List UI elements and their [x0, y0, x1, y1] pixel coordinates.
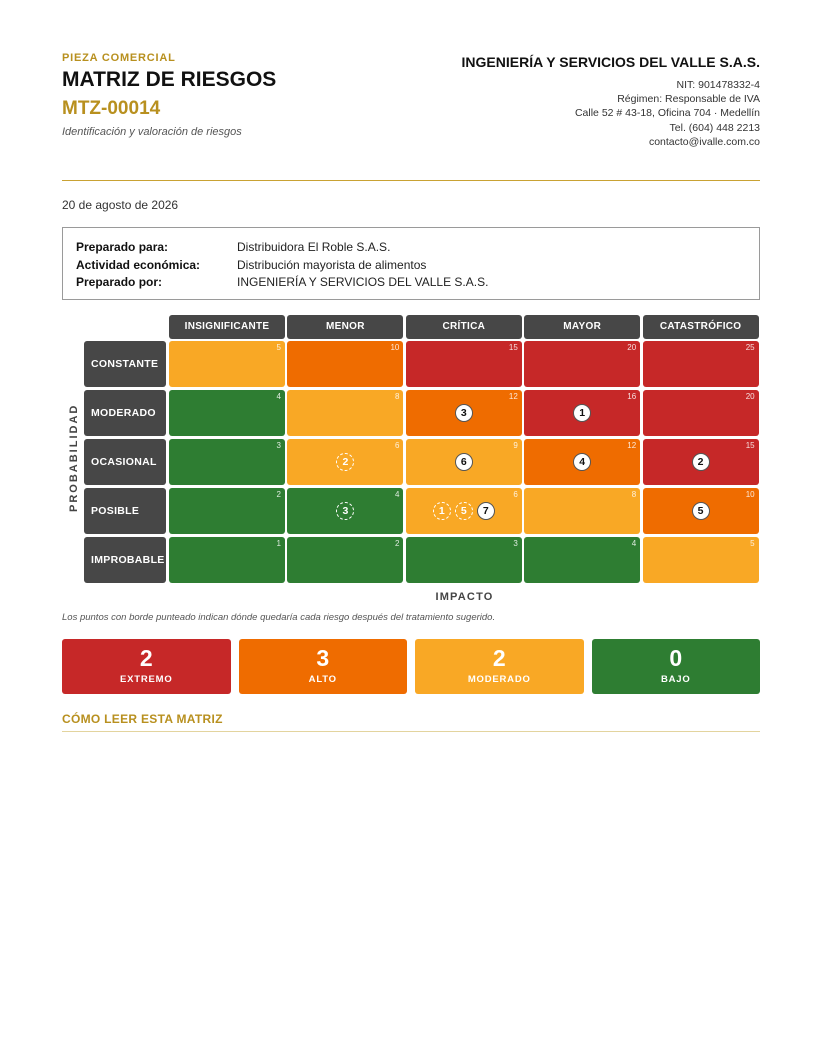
- cell-score: 15: [745, 441, 755, 450]
- matrix-cell: [406, 488, 522, 534]
- client-info-box: [62, 227, 760, 300]
- summary-count: 2: [139, 645, 153, 671]
- matrix-cell: [406, 537, 522, 583]
- cell-score: 10: [745, 490, 755, 499]
- summary-label: MODERADO: [467, 674, 531, 685]
- info-row: [76, 239, 746, 257]
- company-phone: Tel. (604) 448 2213: [669, 121, 760, 134]
- cell-score: 3: [276, 441, 281, 450]
- matrix-cell: [406, 439, 522, 485]
- matrix-note: Los puntos con borde punteado indican dónde quedaría cada riesgo después del tratamiento sugerido.: [62, 612, 496, 623]
- cell-score: 20: [627, 343, 637, 352]
- risk-summary: [62, 639, 760, 694]
- summary-count: 2: [492, 645, 506, 671]
- x-axis-label: IMPACTO: [435, 591, 494, 603]
- document-header: [62, 52, 760, 182]
- info-value: INGENIERÍA Y SERVICIOS DEL VALLE S.A.S.: [237, 275, 489, 289]
- cell-score: 2: [394, 539, 400, 548]
- matrix-cell: [643, 439, 759, 485]
- matrix-cell: [524, 390, 640, 436]
- matrix-cell: [169, 488, 285, 534]
- matrix-cell: [287, 341, 403, 387]
- cell-score: 6: [394, 441, 400, 450]
- risk-marker: 4: [573, 453, 591, 471]
- document-title: MATRIZ DE RIESGOS: [62, 68, 277, 91]
- document-date: 20 de agosto de 2026: [62, 198, 179, 212]
- info-row: [76, 274, 746, 292]
- probability-header: IMPROBABLE: [84, 537, 166, 583]
- matrix-cell: [287, 488, 403, 534]
- company-address: Calle 52 # 43-18, Oficina 704 · Medellín: [574, 107, 760, 120]
- company-regimen: Régimen: Responsable de IVA: [617, 93, 760, 106]
- matrix-cell: [169, 439, 285, 485]
- matrix-cell: [524, 439, 640, 485]
- cell-score: 25: [745, 343, 755, 352]
- summary-label: EXTREMO: [119, 674, 173, 685]
- summary-box: [62, 639, 231, 694]
- matrix-cell: [287, 390, 403, 436]
- cell-score: 16: [627, 392, 637, 401]
- summary-box: [415, 639, 584, 694]
- company-name: INGENIERÍA Y SERVICIOS DEL VALLE S.A.S.: [461, 54, 760, 70]
- probability-header: POSIBLE: [84, 488, 166, 534]
- matrix-cell: [524, 341, 640, 387]
- impact-header: INSIGNIFICANTE: [169, 315, 285, 339]
- info-label: Actividad económica:: [76, 257, 201, 272]
- info-value: Distribución mayorista de alimentos: [237, 257, 427, 272]
- matrix-cell: [524, 488, 640, 534]
- document-code: MTZ-00014: [62, 98, 161, 119]
- matrix-cell: [524, 537, 640, 583]
- document-kicker: PIEZA COMERCIAL: [62, 52, 176, 64]
- matrix-cell: [287, 439, 403, 485]
- risk-marker: 1: [573, 404, 591, 422]
- company-block: [460, 52, 760, 149]
- risk-marker: 3: [455, 404, 473, 422]
- info-label: Preparado por:: [76, 275, 163, 289]
- cell-score: 4: [631, 539, 637, 548]
- cell-score: 10: [390, 343, 400, 352]
- matrix-cell: [287, 537, 403, 583]
- cell-score: 8: [394, 392, 400, 401]
- summary-box: [239, 639, 408, 694]
- risk-marker: 5: [692, 502, 710, 520]
- info-row: [76, 257, 746, 275]
- cell-score: 5: [276, 343, 281, 352]
- cell-score: 1: [276, 539, 281, 548]
- summary-count: 3: [316, 645, 330, 671]
- info-label: Preparado para:: [76, 240, 169, 254]
- impact-header: CATASTRÓFICO: [643, 315, 759, 339]
- matrix-cell: [643, 390, 759, 436]
- summary-count: 0: [669, 645, 683, 671]
- matrix-cell: [406, 390, 522, 436]
- impact-header: CRÍTICA: [406, 315, 522, 339]
- matrix-cell: [169, 537, 285, 583]
- residual-risk-marker: 3: [336, 502, 354, 520]
- risk-marker: 7: [477, 502, 495, 520]
- how-to-read-divider: [62, 731, 760, 732]
- document-subtitle: Identificación y valoración de riesgos: [62, 126, 242, 138]
- residual-risk-marker: 2: [336, 453, 354, 471]
- residual-risk-marker: 5: [455, 502, 473, 520]
- cell-score: 8: [631, 490, 637, 499]
- cell-score: 4: [276, 392, 281, 401]
- risk-matrix: [62, 315, 760, 605]
- matrix-cell: [643, 341, 759, 387]
- cell-score: 5: [750, 539, 755, 548]
- cell-score: 12: [508, 392, 518, 401]
- probability-header: OCASIONAL: [84, 439, 166, 485]
- cell-score: 9: [513, 441, 518, 450]
- summary-box: [592, 639, 761, 694]
- cell-score: 15: [508, 343, 518, 352]
- y-axis-label: PROBABILIDAD: [68, 403, 80, 512]
- probability-header: CONSTANTE: [84, 341, 166, 387]
- summary-label: BAJO: [660, 674, 691, 685]
- impact-header: MAYOR: [524, 315, 640, 339]
- matrix-cell: [643, 488, 759, 534]
- matrix-cell: [169, 341, 285, 387]
- risk-marker: 2: [692, 453, 710, 471]
- matrix-cell: [406, 341, 522, 387]
- probability-header: MODERADO: [84, 390, 166, 436]
- info-value: Distribuidora El Roble S.A.S.: [237, 240, 391, 254]
- summary-label: ALTO: [308, 674, 337, 685]
- cell-score: 12: [627, 441, 637, 450]
- residual-risk-marker: 1: [433, 502, 451, 520]
- matrix-cell: [643, 537, 759, 583]
- cell-score: 3: [513, 539, 518, 548]
- cell-score: 20: [745, 392, 755, 401]
- impact-header: MENOR: [287, 315, 403, 339]
- company-email: contacto@ivalle.com.co: [648, 135, 760, 148]
- risk-marker: 6: [455, 453, 473, 471]
- cell-score: 6: [513, 490, 518, 499]
- cell-score: 4: [394, 490, 400, 499]
- matrix-cell: [169, 390, 285, 436]
- company-nit: NIT: 901478332-4: [676, 79, 760, 91]
- how-to-read-title: CÓMO LEER ESTA MATRIZ: [62, 712, 223, 726]
- header-divider: [62, 180, 760, 181]
- cell-score: 2: [276, 490, 281, 499]
